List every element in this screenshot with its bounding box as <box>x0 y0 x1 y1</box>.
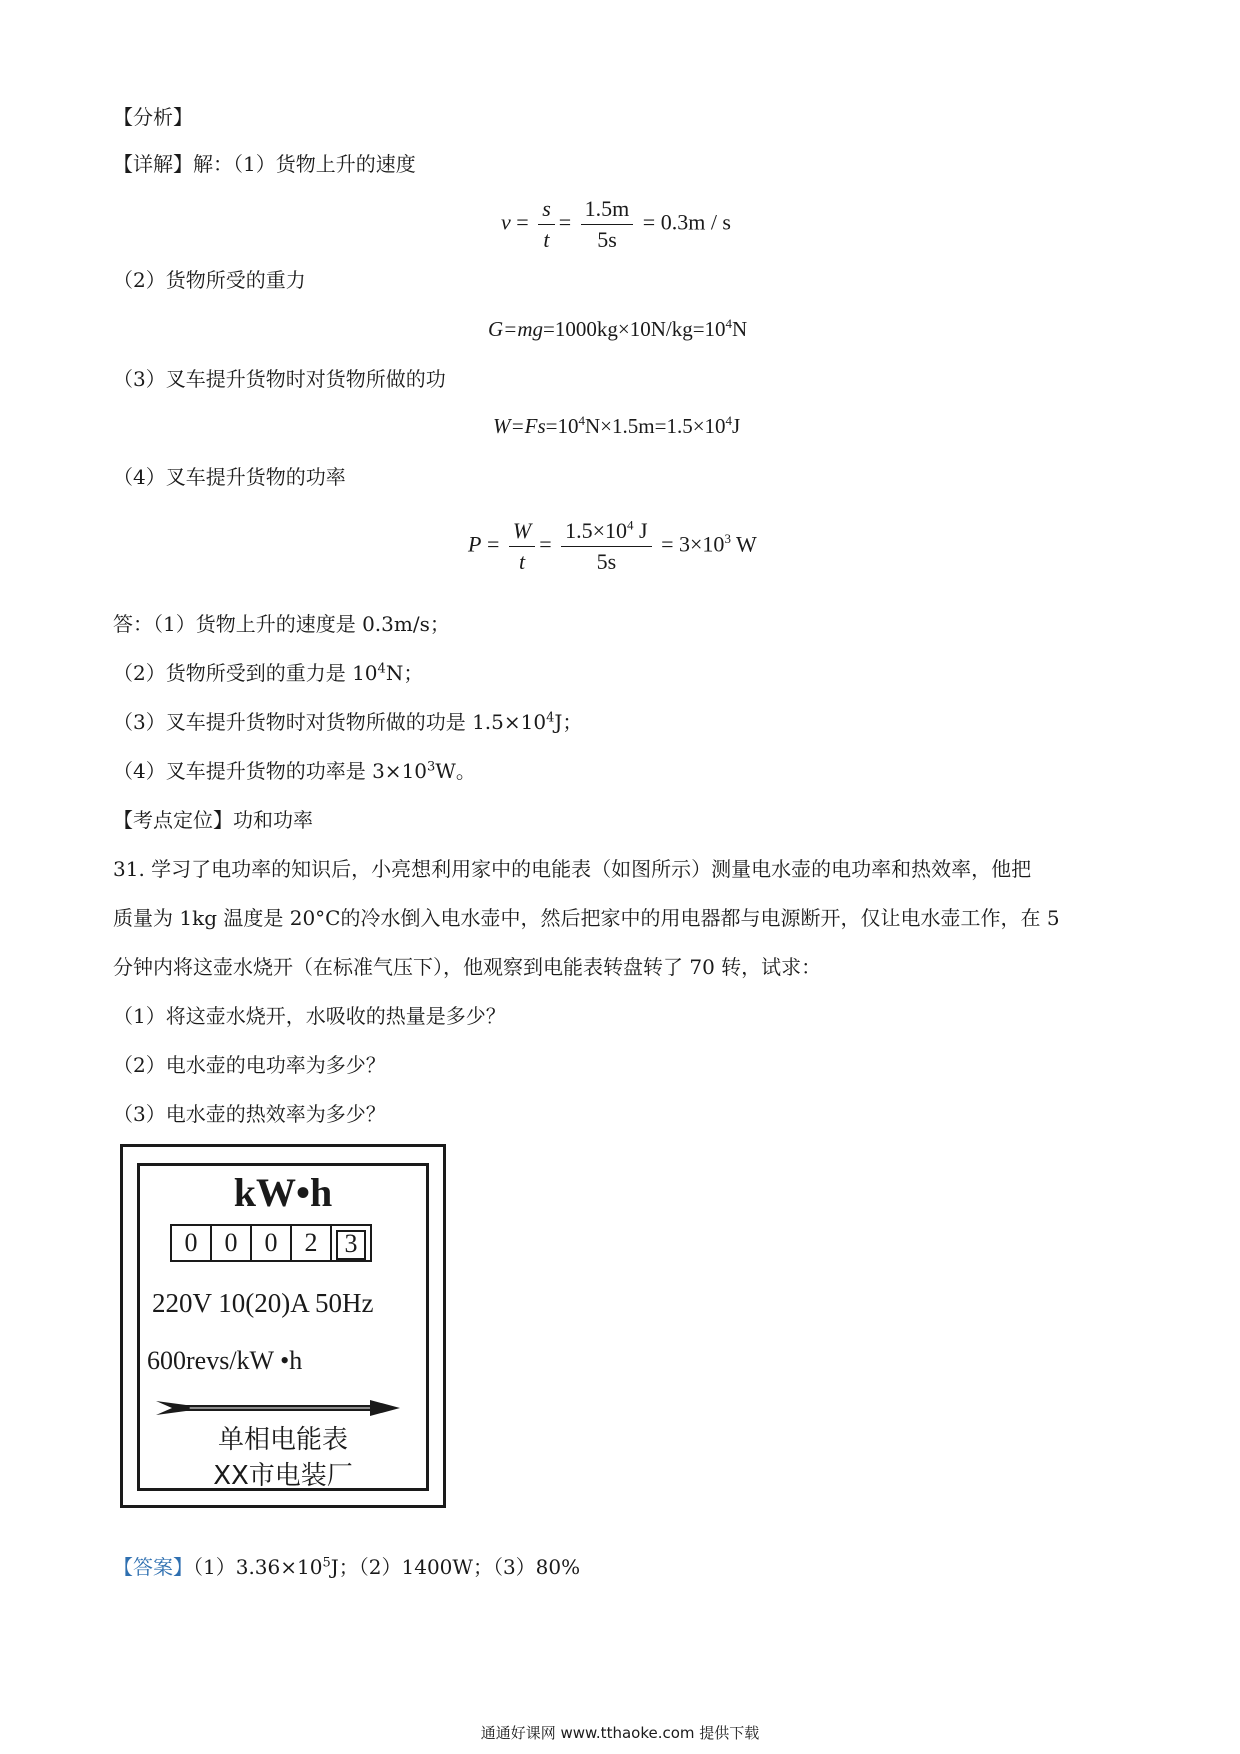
eq3-part-c: N×1.5m=1.5×10 <box>585 414 726 438</box>
problem31-line2: 质量为 1kg 温度是 20°C的冷水倒入电水壶中，然后把家中的用电器都与电源断开，仅让电水壶工作，在 5 <box>113 906 1060 930</box>
answer-line-1: 答：（1）货物上升的速度是 0.3m/s； <box>113 612 450 636</box>
answer-part-1-exp: 5 <box>322 1555 331 1571</box>
eq4-result-b: W <box>730 531 757 557</box>
meter-digit: 0 <box>250 1224 292 1262</box>
eq4-num2-exp: 4 <box>627 517 634 533</box>
kaodian-line <box>113 806 313 834</box>
problem31-line1: 31. 学习了电功率的知识后，小亮想利用家中的电能表（如图所示）测量电水壶的电功率和热效率，他把 <box>113 857 1032 881</box>
eq1-result: = 0.3m / s <box>642 209 731 235</box>
eq2-part-c: N <box>732 317 748 341</box>
answer-line-3-exp: 4 <box>546 710 555 726</box>
problem31-q1: （1）将这壶水烧开，水吸收的热量是多少？ <box>113 1004 506 1028</box>
eq4-lhs: P <box>468 531 482 557</box>
answer-line-3 <box>113 708 582 736</box>
eq1-frac-symbolic <box>538 196 555 253</box>
analysis-heading: 【分析】 <box>113 105 193 129</box>
meter-revs: 600revs/kW •h <box>147 1346 303 1375</box>
answer-line-4-a: （4）叉车提升货物的功率是 3×10 <box>113 759 428 783</box>
answer-line-2-b: N； <box>385 661 424 685</box>
answer-line-2 <box>113 659 423 687</box>
answer-part-2: J；（2）1400W；（3）80% <box>330 1555 581 1579</box>
answer-line-3-b: J； <box>554 710 583 734</box>
eq4-result-exp: 3 <box>724 531 731 547</box>
eq3-part-d: J <box>732 414 741 438</box>
kaodian-heading: 【考点定位】 <box>113 808 233 832</box>
footer-credit: 通通好课网 www.tthaoke.com 提供下载 <box>480 1724 760 1742</box>
step2-label: （2）货物所受的重力 <box>113 268 306 292</box>
detail-intro: 解：（1）货物上升的速度 <box>193 152 416 176</box>
problem31-q3: （3）电水壶的热效率为多少？ <box>113 1102 386 1126</box>
meter-digits <box>172 1224 372 1262</box>
step3-label: （3）叉车提升货物时对货物所做的功 <box>113 367 446 391</box>
velocity-equation: v = $\frac{s}{t}$ = $\frac{1.5m}{5s}$ = 0.3m / s <box>501 196 731 252</box>
eq1-den: t <box>543 227 550 252</box>
meter-digit-decimal <box>330 1224 372 1262</box>
meter-spec: 220V 10(20)A 50Hz <box>152 1288 374 1318</box>
problem31-q2: （2）电水壶的电功率为多少？ <box>113 1053 386 1077</box>
meter-digit: 2 <box>290 1224 332 1262</box>
eq3-exp2: 4 <box>725 413 733 428</box>
eq1-frac-values <box>581 196 634 253</box>
eq4-result-a: = 3×10 <box>661 531 725 557</box>
answer-line-2-exp: 4 <box>377 661 386 677</box>
eq1-lhs: v <box>501 209 511 235</box>
detail-line <box>113 150 416 178</box>
work-equation <box>493 414 740 439</box>
detail-heading: 【详解】 <box>113 152 193 176</box>
step4-label: （4）叉车提升货物的功率 <box>113 465 346 489</box>
eq4-frac-values <box>561 518 651 575</box>
meter-digit: 0 <box>170 1224 212 1262</box>
power-equation: P = $\frac{W}{t}$ = $\frac{1.5\times 10^4 J}{5s}$ = $3\times 10^3$ W <box>468 517 757 574</box>
answer-line-4 <box>113 757 476 785</box>
kaodian-text: 功和功率 <box>233 808 313 832</box>
meter-maker: XX市电装厂 <box>213 1461 353 1491</box>
eq3-part-b: =10 <box>545 414 579 438</box>
eq3-part-a: W=Fs <box>493 414 546 438</box>
meter-digit-decimal-value: 3 <box>336 1230 366 1260</box>
eq4-num2-a: 1.5×10 <box>565 518 628 543</box>
meter-arrow-icon <box>156 1397 400 1419</box>
eq1-den2: 5s <box>597 227 617 252</box>
answer-heading: 【答案】 <box>113 1555 193 1579</box>
answer-line-2-a: （2）货物所受到的重力是 10 <box>113 661 378 685</box>
answer-line-4-b: W。 <box>435 759 476 783</box>
answer-line <box>113 1553 580 1581</box>
eq2-part-a: G=mg <box>488 317 544 341</box>
eq4-den: t <box>518 549 526 574</box>
eq4-num2-b: J <box>633 518 648 543</box>
eq3-exp1: 4 <box>578 413 586 428</box>
meter-digit: 0 <box>210 1224 252 1262</box>
problem31-line3: 分钟内将这壶水烧开（在标准气压下），他观察到电能表转盘转了 70 转，试求： <box>113 955 822 979</box>
meter-name: 单相电能表 <box>217 1425 348 1455</box>
answer-part-1: （1）3.36×10 <box>193 1555 323 1579</box>
eq1-num: s <box>538 196 555 225</box>
meter-unit: kW•h <box>233 1170 333 1215</box>
eq1-num2: 1.5m <box>581 196 634 225</box>
eq2-exp: 4 <box>725 316 733 331</box>
eq4-den2: 5s <box>596 549 617 574</box>
eq4-num: W <box>509 518 535 547</box>
eq2-part-b: =1000kg×10N/kg=10 <box>543 317 726 341</box>
eq4-num2 <box>561 518 651 547</box>
eq4-frac-symbolic <box>509 518 535 575</box>
gravity-equation <box>488 317 747 342</box>
answer-line-3-a: （3）叉车提升货物时对货物所做的功是 1.5×10 <box>113 710 547 734</box>
answer-line-4-exp: 3 <box>427 759 436 775</box>
